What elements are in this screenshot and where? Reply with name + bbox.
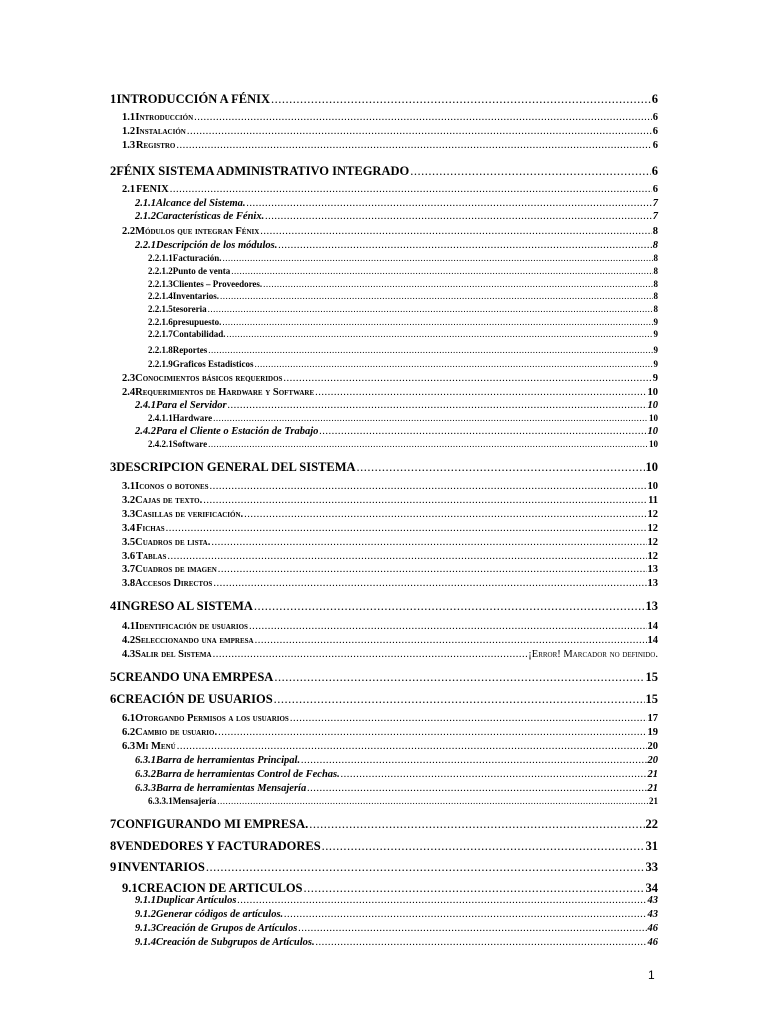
toc-entry[interactable] <box>110 600 658 613</box>
toc-entry-title: Casillas de verificación. <box>135 509 244 520</box>
toc-entry-page: 14 <box>647 621 658 632</box>
toc-entry-number: 2.3 <box>122 373 136 384</box>
toc-entry-title: FÉNIX SISTEMA ADMINISTRATIVO INTEGRADO <box>116 164 410 178</box>
toc-entry[interactable] <box>122 482 658 493</box>
toc-entry[interactable] <box>148 360 658 369</box>
toc-entry-title: INVENTARIOS <box>117 860 205 874</box>
toc-entry-page: 10 <box>647 481 658 492</box>
toc-dot-leader <box>211 538 646 549</box>
toc-dot-leader <box>254 600 645 613</box>
toc-entry-page: 9 <box>652 373 658 384</box>
toc-entry-number: 2.2.1.7 <box>148 329 173 339</box>
toc-dot-leader <box>265 212 652 223</box>
toc-dot-leader <box>315 388 646 399</box>
toc-entry-page: 9 <box>653 359 658 369</box>
toc-entry-title: FENIX <box>136 184 169 195</box>
toc-entry-title: Registro <box>135 140 176 151</box>
toc-entry[interactable] <box>122 113 658 124</box>
toc-dot-leader <box>357 461 645 474</box>
toc-entry[interactable] <box>122 636 658 647</box>
toc-entry-title: INTRODUCCIÓN A FÉNIX <box>116 92 271 106</box>
toc-entry-number: 3.7 <box>122 564 136 575</box>
toc-entry-title: Reportes <box>172 345 208 355</box>
toc-entry-page: 10 <box>649 413 658 423</box>
toc-entry-number: 2.4.2 <box>135 426 156 437</box>
toc-entry[interactable] <box>122 388 658 399</box>
toc-entry-title: Alcance del Sistema. <box>156 198 246 209</box>
toc-entry-title: Conocimientos básicos requeridos <box>135 373 283 384</box>
toc-dot-leader <box>316 938 647 949</box>
toc-entry[interactable] <box>135 212 658 223</box>
toc-entry[interactable] <box>122 374 658 385</box>
toc-entry-page: 8 <box>653 291 658 301</box>
toc-entry-title: Hardware <box>172 413 213 423</box>
toc-dot-leader <box>322 840 645 853</box>
toc-entry[interactable] <box>135 938 658 949</box>
toc-entry-title: presupuesto. <box>172 317 222 327</box>
toc-entry-page: 15 <box>645 692 658 706</box>
toc-entry[interactable] <box>122 496 658 507</box>
toc-dot-leader <box>244 510 646 521</box>
toc-entry-number: 2.4.2.1 <box>148 439 173 449</box>
toc-entry-number: 7 <box>110 817 117 831</box>
toc-entry-number: 2.2 <box>122 226 136 237</box>
toc-entry[interactable] <box>148 414 658 423</box>
toc-entry[interactable] <box>148 280 658 289</box>
toc-entry-number: 3.2 <box>122 495 136 506</box>
toc-entry-page: 8 <box>653 279 658 289</box>
toc-entry-number: 6.3.3.1 <box>148 796 173 806</box>
toc-dot-leader <box>218 728 646 739</box>
toc-entry-number: 2.2.1.5 <box>148 304 173 314</box>
toc-entry-title: VENDEDORES Y FACTURADORES <box>116 839 321 853</box>
toc-entry-number: 6.3.1 <box>135 755 156 766</box>
toc-dot-leader <box>307 784 646 795</box>
toc-entry-page: 13 <box>645 599 658 613</box>
toc-dot-leader <box>217 797 648 806</box>
toc-entry-page: 7 <box>652 211 658 222</box>
toc-entry-number: 5 <box>110 670 117 684</box>
toc-entry-title: Punto de venta <box>172 266 231 276</box>
toc-entry-title: Iconos o botones <box>135 481 209 492</box>
toc-dot-leader <box>278 241 651 252</box>
toc-entry[interactable] <box>122 227 658 238</box>
toc-entry-number: 2.2.1.6 <box>148 317 173 327</box>
toc-entry-title: Fichas <box>136 523 165 534</box>
toc-dot-leader <box>227 330 653 339</box>
toc-entry-number: 9 <box>110 860 117 874</box>
toc-entry[interactable] <box>110 93 658 106</box>
toc-entry[interactable] <box>148 346 658 355</box>
toc-dot-leader <box>208 440 648 449</box>
toc-entry[interactable] <box>135 756 658 767</box>
toc-entry-title: Instalación <box>135 126 186 137</box>
toc-entry-number: 2.2.1.9 <box>148 359 173 369</box>
toc-entry-title: Para el Servidor <box>156 400 227 411</box>
toc-dot-leader <box>290 714 647 725</box>
toc-entry-number: 2.4.1.1 <box>148 413 173 423</box>
toc-dot-leader <box>218 565 647 576</box>
toc-dot-leader <box>208 346 652 355</box>
toc-entry-page: 12 <box>647 523 658 534</box>
toc-dot-leader <box>166 524 647 535</box>
toc-entry-page: 6 <box>651 92 658 106</box>
toc-entry-number: 3.8 <box>122 578 136 589</box>
toc-entry[interactable] <box>110 818 658 831</box>
toc-entry-page: 12 <box>647 551 658 562</box>
toc-entry-number: 3.4 <box>122 523 136 534</box>
toc-entry-title: Mi Menú <box>135 741 176 752</box>
toc-entry-page: 9 <box>653 345 658 355</box>
toc-entry[interactable] <box>135 427 658 438</box>
toc-entry-title: Barra de herramientas Control de Fechas. <box>156 769 340 780</box>
toc-dot-leader <box>319 427 646 438</box>
toc-entry-number: 2.4 <box>122 387 136 398</box>
toc-entry-page: 43 <box>647 909 658 920</box>
toc-entry-number: 2.2.1.1 <box>148 253 173 263</box>
toc-entry-page: 11 <box>648 495 658 506</box>
toc-entry-page: 22 <box>645 817 658 831</box>
toc-entry[interactable] <box>148 254 658 263</box>
toc-entry-title: Tablas <box>136 551 167 562</box>
toc-entry-page: 14 <box>647 635 658 646</box>
toc-entry[interactable] <box>122 882 658 895</box>
toc-entry-number: 2.4.1 <box>135 400 156 411</box>
toc-entry-page: 21 <box>649 796 658 806</box>
toc-entry-title: Para el Cliente o Estación de Trabajo <box>156 426 319 437</box>
toc-entry-number: 3.6 <box>122 551 136 562</box>
toc-dot-leader <box>187 127 652 138</box>
toc-entry-number: 1 <box>110 92 117 106</box>
toc-dot-leader <box>208 305 653 314</box>
toc-entry[interactable] <box>148 318 658 327</box>
toc-entry-number: 2 <box>110 164 117 178</box>
toc-entry-title: Cajas de texto. <box>135 495 203 506</box>
toc-dot-leader <box>301 756 646 767</box>
toc-dot-leader <box>271 93 651 106</box>
toc-entry[interactable] <box>135 770 658 781</box>
toc-dot-leader <box>203 496 647 507</box>
toc-dot-leader <box>260 227 651 238</box>
toc-entry-page: 6 <box>652 140 658 151</box>
toc-dot-leader <box>309 818 644 831</box>
toc-entry-title: INGRESO AL SISTEMA <box>116 599 253 613</box>
toc-entry[interactable] <box>122 141 658 152</box>
toc-entry-number: 4 <box>110 599 117 613</box>
toc-entry[interactable] <box>122 510 658 521</box>
toc-entry-title: tesoreria <box>172 304 207 314</box>
toc-dot-leader <box>255 360 653 369</box>
toc-entry-title: Cuadros de lista. <box>135 537 211 548</box>
toc-entry-page: 7 <box>652 198 658 209</box>
toc-entry[interactable] <box>148 292 658 301</box>
toc-entry-number: 2.1 <box>122 184 136 195</box>
toc-entry-title: Mensajería <box>172 796 217 806</box>
toc-entry-title: CREACIÓN DE USUARIOS <box>116 692 273 706</box>
toc-entry-number: 1.1 <box>122 112 136 123</box>
toc-entry-page: 20 <box>647 755 658 766</box>
toc-dot-leader <box>237 896 646 907</box>
toc-entry-page: 12 <box>647 537 658 548</box>
toc-entry[interactable] <box>110 861 658 874</box>
toc-entry-title: CONFIGURANDO MI EMPRESA. <box>116 817 309 831</box>
toc-entry[interactable] <box>148 305 658 314</box>
toc-entry-page: 19 <box>647 727 658 738</box>
toc-entry-title: Identificación de usuarios <box>135 621 248 632</box>
toc-dot-leader <box>194 113 652 124</box>
toc-dot-leader <box>249 622 647 633</box>
toc-entry-number: 9.1.3 <box>135 923 156 934</box>
toc-entry[interactable] <box>122 714 658 725</box>
toc-dot-leader <box>263 280 652 289</box>
toc-entry[interactable] <box>110 165 658 178</box>
toc-entry-title: CREACION DE ARTICULOS <box>137 881 303 895</box>
toc-entry[interactable] <box>135 896 658 907</box>
toc-entry-number: 4.2 <box>122 635 136 646</box>
toc-entry[interactable] <box>122 185 658 196</box>
toc-entry-title: Creación de Grupos de Artículos <box>156 923 298 934</box>
toc-dot-leader <box>176 141 651 152</box>
toc-entry-page: 13 <box>647 564 658 575</box>
toc-dot-leader <box>410 165 651 178</box>
toc-entry-number: 1.3 <box>122 140 136 151</box>
toc-entry[interactable] <box>110 840 658 853</box>
toc-entry-number: 3.5 <box>122 537 136 548</box>
toc-entry[interactable] <box>110 461 658 474</box>
toc-entry[interactable] <box>122 742 658 753</box>
toc-dot-leader <box>274 671 644 684</box>
toc-entry[interactable] <box>135 199 658 210</box>
toc-entry[interactable] <box>135 241 658 252</box>
toc-entry[interactable] <box>148 267 658 276</box>
toc-entry-title: Descripción de los módulos. <box>156 240 278 251</box>
toc-entry-title: Creación de Subgrupos de Artículos. <box>156 937 315 948</box>
toc-entry-page: 10 <box>647 426 658 437</box>
toc-dot-leader <box>170 185 652 196</box>
toc-entry-page: 34 <box>645 881 658 895</box>
toc-dot-leader <box>304 882 645 895</box>
toc-dot-leader <box>222 318 652 327</box>
toc-entry-title: Barra de herramientas Mensajería <box>156 783 307 794</box>
toc-entry-number: 9.1.4 <box>135 937 156 948</box>
toc-entry-page: 6 <box>652 126 658 137</box>
toc-entry-number: 2.2.1.8 <box>148 345 173 355</box>
toc-entry-title: Cuadros de imagen <box>135 564 217 575</box>
toc-entry-page: 6 <box>652 112 658 123</box>
toc-entry-number: 9.1.1 <box>135 895 156 906</box>
toc-entry-page: 43 <box>647 895 658 906</box>
toc-entry-number: 6 <box>110 692 117 706</box>
toc-entry-page: 31 <box>645 839 658 853</box>
toc-entry-number: 3.3 <box>122 509 136 520</box>
toc-entry-number: 3 <box>110 460 117 474</box>
toc-entry-number: 4.3 <box>122 649 136 660</box>
toc-entry-number: 6.3 <box>122 741 136 752</box>
toc-entry[interactable] <box>135 910 658 921</box>
toc-entry-number: 8 <box>110 839 117 853</box>
toc-dot-leader <box>177 742 647 753</box>
toc-entry-number: 3.1 <box>122 481 136 492</box>
toc-entry[interactable] <box>122 728 658 739</box>
toc-entry-page: 8 <box>652 240 658 251</box>
toc-entry-number: 2.2.1.3 <box>148 279 173 289</box>
toc-entry-number: 2.2.1.4 <box>148 291 173 301</box>
toc-dot-leader <box>223 254 653 263</box>
toc-entry-page: 33 <box>645 860 658 874</box>
toc-entry-page: 10 <box>645 460 658 474</box>
toc-entry-number: 6.3.3 <box>135 783 156 794</box>
toc-dot-leader <box>298 924 646 935</box>
toc-entry-page: 17 <box>647 713 658 724</box>
toc-dot-leader <box>220 292 652 301</box>
toc-entry[interactable] <box>122 127 658 138</box>
toc-entry-page: 9 <box>653 317 658 327</box>
toc-dot-leader <box>247 199 652 210</box>
toc-entry[interactable] <box>135 401 658 412</box>
toc-entry-title: Cambio de usuario. <box>135 727 218 738</box>
toc-entry-page: 15 <box>645 670 658 684</box>
toc-entry-number: 2.1.1 <box>135 198 156 209</box>
toc-entry-title: Otorgando Permisos a los usuarios <box>135 713 289 724</box>
toc-dot-leader <box>284 910 646 921</box>
toc-entry-page: 10 <box>649 439 658 449</box>
toc-entry-number: 2.2.1.2 <box>148 266 173 276</box>
toc-entry[interactable] <box>122 524 658 535</box>
toc-entry-page: 8 <box>653 266 658 276</box>
toc-dot-leader <box>228 401 647 412</box>
toc-entry-page: 10 <box>647 400 658 411</box>
toc-dot-leader <box>255 636 647 647</box>
toc-entry[interactable] <box>110 671 658 684</box>
toc-entry[interactable] <box>148 330 658 339</box>
toc-entry-number: 1.2 <box>122 126 136 137</box>
page-number: 1 <box>648 968 655 982</box>
toc-entry-number: 6.3.2 <box>135 769 156 780</box>
toc-entry-page: ¡Error! Marcador no definido. <box>528 649 658 660</box>
toc-entry-title: Características de Fénix. <box>156 211 265 222</box>
toc-dot-leader <box>283 374 651 385</box>
toc-entry-title: Salir del Sistema <box>135 649 212 660</box>
toc-dot-leader <box>213 579 646 590</box>
toc-entry-title: Duplicar Artículos <box>156 895 237 906</box>
toc-entry-page: 8 <box>652 226 658 237</box>
toc-entry-title: Software <box>172 439 208 449</box>
toc-entry[interactable] <box>122 565 658 576</box>
toc-entry-number: 9.1.2 <box>135 909 156 920</box>
toc-entry-page: 10 <box>647 387 658 398</box>
toc-entry-title: Graficos Estadisticos <box>172 359 254 369</box>
toc-dot-leader <box>206 861 645 874</box>
toc-entry[interactable] <box>122 538 658 549</box>
toc-dot-leader <box>213 650 528 661</box>
toc-entry-page: 13 <box>647 578 658 589</box>
toc-entry-page: 8 <box>653 253 658 263</box>
toc-entry-title: Inventarios. <box>172 291 220 301</box>
toc-entry-page: 46 <box>647 923 658 934</box>
toc-entry-page: 12 <box>647 509 658 520</box>
toc-entry-title: Clientes – Proveedores. <box>172 279 263 289</box>
toc-dot-leader <box>213 414 648 423</box>
toc-entry[interactable] <box>110 693 658 706</box>
toc-dot-leader <box>274 693 645 706</box>
toc-entry-page: 6 <box>652 184 658 195</box>
toc-entry[interactable] <box>122 650 658 661</box>
toc-entry-title: Generar códigos de artículos. <box>156 909 284 920</box>
toc-entry-title: Seleccionando una empresa <box>135 635 254 646</box>
toc-dot-leader <box>210 482 647 493</box>
toc-entry-title: DESCRIPCION GENERAL DEL SISTEMA <box>116 460 356 474</box>
toc-entry-page: 6 <box>651 164 658 178</box>
toc-entry-number: 2.1.2 <box>135 211 156 222</box>
toc-entry-title: Contabilidad. <box>172 329 226 339</box>
toc-entry-title: Facturación. <box>172 253 222 263</box>
toc-entry[interactable] <box>122 552 658 563</box>
toc-entry-number: 2.2.1 <box>135 240 156 251</box>
toc-entry-page: 46 <box>647 937 658 948</box>
toc-entry-page: 8 <box>653 304 658 314</box>
toc-dot-leader <box>231 267 652 276</box>
toc-entry-page: 9 <box>653 329 658 339</box>
toc-dot-leader <box>167 552 646 563</box>
toc-entry-title: Introducción <box>135 112 194 123</box>
toc-entry[interactable] <box>135 784 658 795</box>
toc-entry[interactable] <box>148 797 658 806</box>
toc-entry-number: 6.1 <box>122 713 136 724</box>
toc-dot-leader <box>341 770 647 781</box>
toc-entry-title: Módulos que integran Fénix <box>135 226 260 237</box>
toc-entry-number: 4.1 <box>122 621 136 632</box>
toc-entry-page: 21 <box>647 783 658 794</box>
toc-entry-title: Barra de herramientas Principal. <box>156 755 301 766</box>
toc-entry-title: CREANDO UNA EMRPESA <box>116 670 274 684</box>
toc-entry-number: 9.1 <box>122 881 138 895</box>
toc-entry-title: Accesos Directos <box>135 578 213 589</box>
toc-entry-number: 6.2 <box>122 727 136 738</box>
toc-entry-page: 21 <box>647 769 658 780</box>
toc-entry[interactable] <box>148 440 658 449</box>
toc-entry-page: 20 <box>647 741 658 752</box>
toc-entry[interactable] <box>122 622 658 633</box>
toc-entry-title: Requerimientos de Hardware y Software <box>135 387 315 398</box>
toc-entry[interactable] <box>135 924 658 935</box>
toc-entry[interactable] <box>122 579 658 590</box>
